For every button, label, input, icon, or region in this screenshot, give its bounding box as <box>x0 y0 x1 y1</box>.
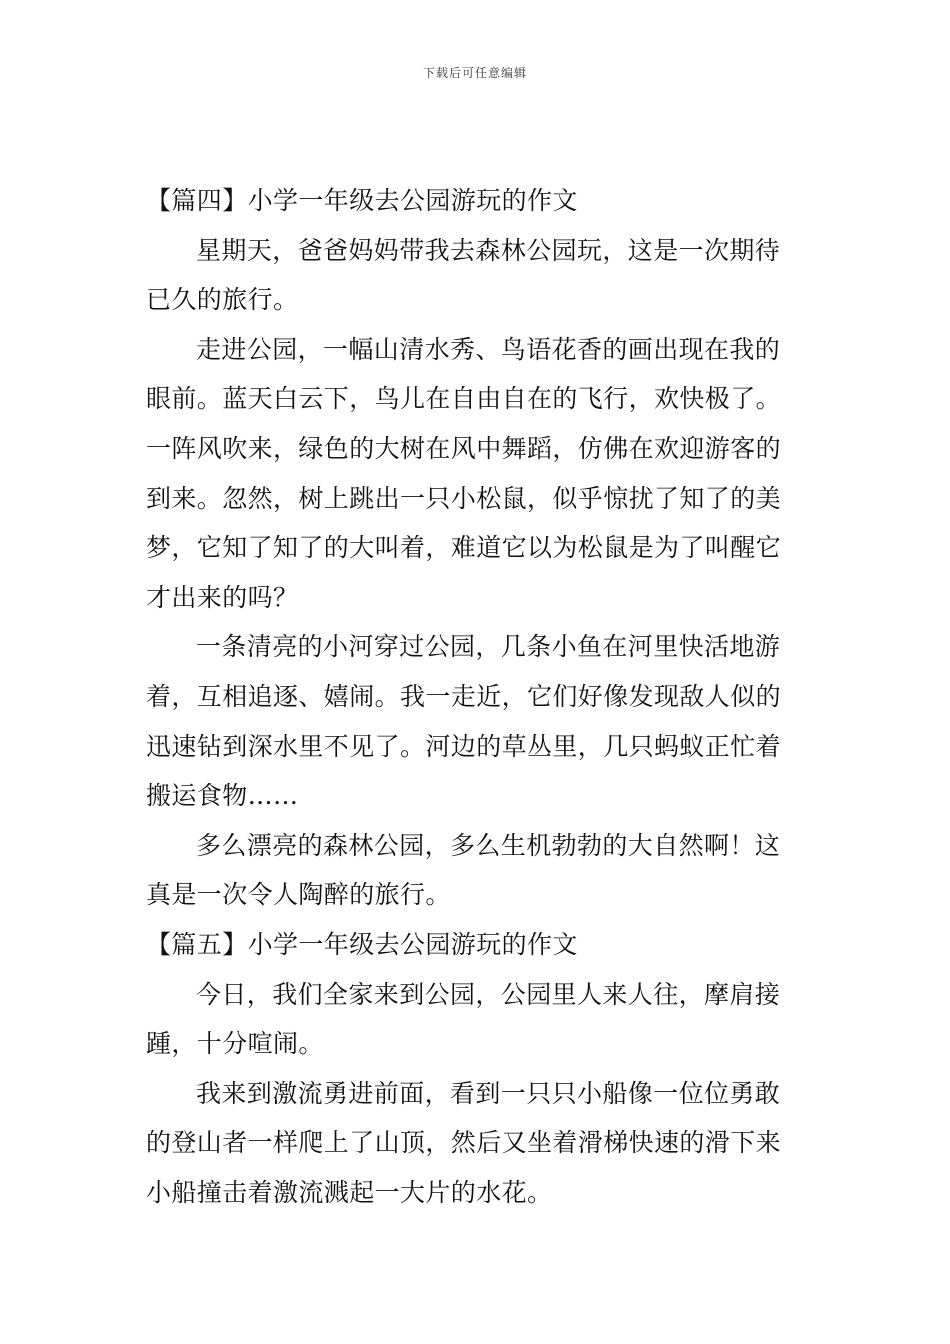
text-line: 星期天，爸爸妈妈带我去森林公园玩，这是一次期待 <box>196 235 781 265</box>
section-title-4: 【篇四】小学一年级去公园游玩的作文 <box>146 186 578 215</box>
text-line: 眼前。蓝天白云下，鸟儿在自由自在的飞行，欢快极了。 <box>146 384 782 414</box>
section-title-5: 【篇五】小学一年级去公园游玩的作文 <box>146 929 578 959</box>
text-line: 搬运食物…… <box>146 781 299 811</box>
text-line: 梦，它知了知了的大叫着，难道它以为松鼠是为了叫醒它 <box>146 533 782 563</box>
text-line: 一条清亮的小河穿过公园，几条小鱼在河里快活地游 <box>196 632 781 662</box>
text-line: 我来到激流勇进前面，看到一只只小船像一位位勇敢 <box>196 1078 781 1108</box>
text-line: 踵，十分喧闹。 <box>146 1029 324 1059</box>
text-line: 的登山者一样爬上了山顶，然后又坐着滑梯快速的滑下来 <box>146 1128 782 1158</box>
text-line: 多么漂亮的森林公园，多么生机勃勃的大自然啊！这 <box>196 830 781 860</box>
document-body <box>146 176 808 1217</box>
text-line: 小船撞击着激流溅起一大片的水花。 <box>146 1177 553 1207</box>
text-line: 才出来的吗？ <box>146 582 299 612</box>
text-line: 走进公园，一幅山清水秀、鸟语花香的画出现在我的 <box>196 334 781 364</box>
text-line: 到来。忽然，树上跳出一只小松鼠，似乎惊扰了知了的美 <box>146 483 782 513</box>
text-line: 已久的旅行。 <box>146 285 299 315</box>
text-line: 真是一次令人陶醉的旅行。 <box>146 880 451 910</box>
text-line: 今日，我们全家来到公园，公园里人来人往，摩肩接 <box>196 979 781 1009</box>
text-line: 迅速钻到深水里不见了。河边的草丛里，几只蚂蚁正忙着 <box>146 731 782 761</box>
header-note: 下载后可任意编辑 <box>422 66 527 80</box>
text-line: 着，互相追逐、嬉闹。我一走近，它们好像发现敌人似的 <box>146 681 782 711</box>
text-line: 一阵风吹来，绿色的大树在风中舞蹈，仿佛在欢迎游客的 <box>146 433 782 463</box>
